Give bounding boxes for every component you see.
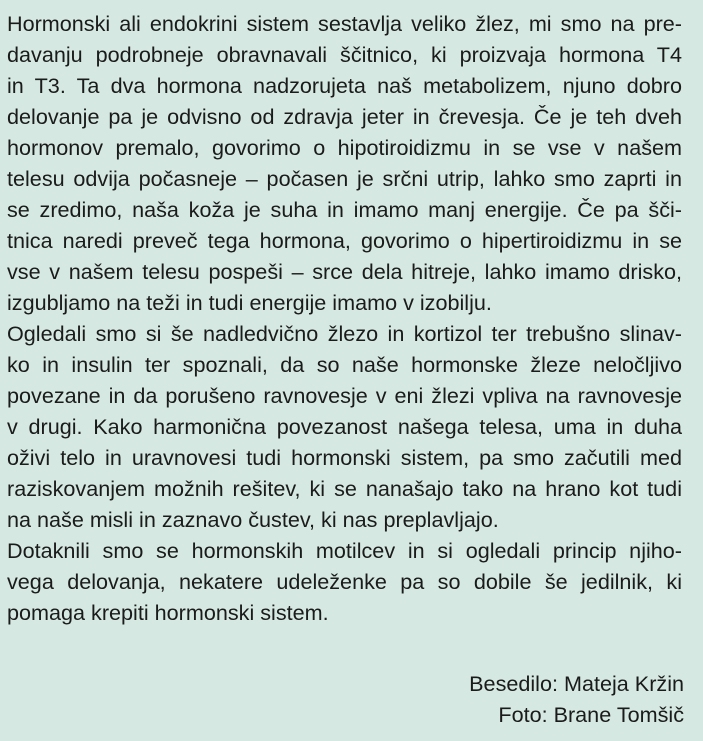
text-line: povezane in da porušeno ravnovesje v eni žlezi vpliva na ravnovesje — [7, 383, 682, 408]
text-line: se zredimo, naša koža je suha in imamo manj energije. Če pa šči- — [7, 197, 682, 222]
text-line: Hormonski ali endokrini sistem sestavlja veliko žlez, mi smo na pre- — [7, 11, 682, 36]
text-line: v drugi. Kako harmonična povezanost našega telesa, uma in duha — [7, 414, 682, 439]
text-line: vse v našem telesu pospeši – srce dela hitreje, lahko imamo drisko, — [7, 259, 682, 284]
text-line: oživi telo in uravnovesi tudi hormonski sistem, pa smo začutili med — [7, 445, 682, 470]
text-line: raziskovanjem možnih rešitev, ki se nanašajo tako na hrano kot tudi — [7, 476, 682, 501]
text-line: hormonov premalo, govorimo o hipotiroidizmu in se vse v našem — [7, 135, 682, 160]
text-line: Ogledali smo si še nadledvično žlezo in kortizol ter trebušno slinav- — [7, 321, 682, 346]
text-line: ko in insulin ter spoznali, da so naše hormonske žleze neločljivo — [7, 352, 682, 377]
text-line: tnica naredi preveč tega hormona, govorimo o hipertiroidizmu in se — [7, 228, 682, 253]
photo-credit: Foto: Brane Tomšič — [498, 702, 684, 727]
text-line: davanju podrobneje obravnavali ščitnico, ki proizvaja hormona T4 — [7, 42, 682, 67]
text-credit: Besedilo: Mateja Kržin — [469, 671, 684, 696]
text-line: Dotaknili smo se hormonskih motilcev in si ogledali princip njiho- — [7, 538, 682, 563]
credits — [469, 668, 684, 730]
text-line: telesu odvija počasneje – počasen je srčni utrip, lahko smo zaprti in — [7, 166, 682, 191]
text-line: pomaga krepiti hormonski sistem. — [7, 600, 329, 625]
text-line: in T3. Ta dva hormona nadzorujeta naš metabolizem, njuno dobro — [7, 73, 682, 98]
text-line: izgubljamo na teži in tudi energije imamo v izobilju. — [7, 290, 492, 315]
text-line: delovanje pa je odvisno od zdravja jeter in črevesja. Če je teh dveh — [7, 104, 682, 129]
text-line: na naše misli in zaznavo čustev, ki nas preplavljajo. — [7, 507, 499, 532]
text-line: vega delovanja, nekatere udeleženke pa so dobile še jedilnik, ki — [7, 569, 682, 594]
